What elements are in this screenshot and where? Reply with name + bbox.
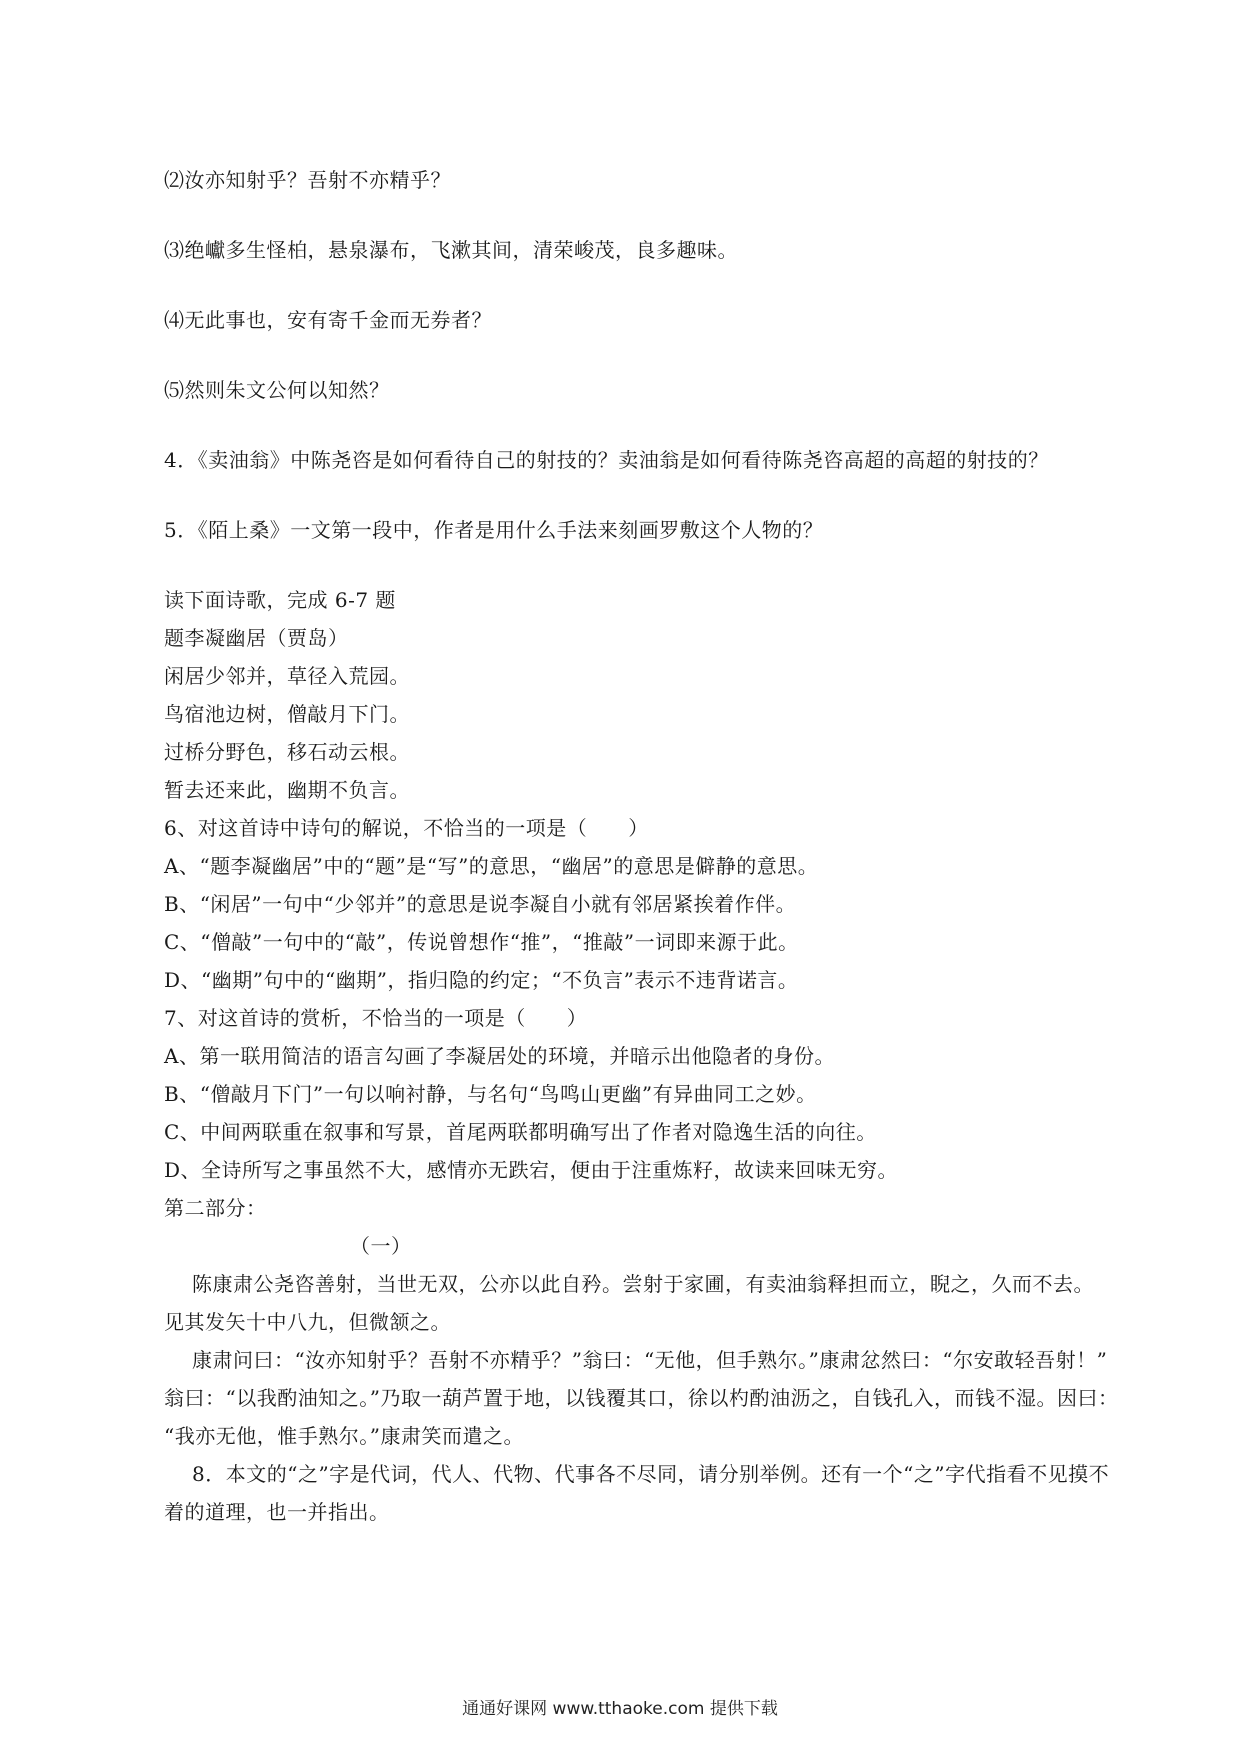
question-7-stem: 7、对这首诗的赏析，不恰当的一项是（ ） bbox=[164, 1006, 588, 1030]
question-8-line: 着的道理，也一并指出。 bbox=[164, 1500, 390, 1524]
footer-text: 通通好课网 www.tthaoke.com 提供下载 bbox=[462, 1699, 778, 1719]
question-6-option-a: A、“题李凝幽居”中的“题”是“写”的意思，“幽居”的意思是僻静的意思。 bbox=[164, 854, 819, 878]
poem-intro: 读下面诗歌，完成 6-7 题 bbox=[164, 588, 396, 612]
question-item-3: ⑶绝巘多生怪柏，悬泉瀑布，飞漱其间，清荣峻茂，良多趣味。 bbox=[164, 238, 738, 262]
question-6-option-b: B、“闲居”一句中“少邻并”的意思是说李凝自小就有邻居紧挨着作伴。 bbox=[164, 892, 797, 916]
question-7-option-a: A、第一联用简洁的语言勾画了李凝居处的环境，并暗示出他隐者的身份。 bbox=[164, 1044, 835, 1068]
passage-line: 翁曰：“以我酌油知之。”乃取一葫芦置于地，以钱覆其口，徐以杓酌油沥之，自钱孔入，而钱不湿。因曰： bbox=[164, 1386, 1119, 1410]
section-heading: （一） bbox=[350, 1234, 412, 1258]
question-item-2: ⑵汝亦知射乎？吾射不亦精乎？ bbox=[164, 168, 451, 192]
question-7-option-d: D、全诗所写之事虽然不大，感情亦无跌宕，便由于注重炼籽，故读来回味无穷。 bbox=[164, 1158, 899, 1182]
passage-line: 陈康肃公尧咨善射，当世无双，公亦以此自矜。尝射于家圃，有卖油翁释担而立，睨之，久而不去。 bbox=[192, 1272, 1094, 1296]
part-two-label: 第二部分： bbox=[164, 1196, 267, 1220]
question-7-option-c: C、中间两联重在叙事和写景，首尾两联都明确写出了作者对隐逸生活的向往。 bbox=[164, 1120, 877, 1144]
question-5: 5．《陌上桑》一文第一段中，作者是用什么手法来刻画罗敷这个人物的？ bbox=[164, 518, 824, 542]
poem-line: 鸟宿池边树，僧敲月下门。 bbox=[164, 702, 410, 726]
poem-line: 暂去还来此，幽期不负言。 bbox=[164, 778, 410, 802]
question-6-option-d: D、“幽期”句中的“幽期”，指归隐的约定；“不负言”表示不违背诺言。 bbox=[164, 968, 799, 992]
passage-line: 见其发矢十中八九，但微颔之。 bbox=[164, 1310, 451, 1334]
question-6-option-c: C、“僧敲”一句中的“敲”，传说曾想作“推”，“推敲”一词即来源于此。 bbox=[164, 930, 799, 954]
question-7-option-b: B、“僧敲月下门”一句以响衬静，与名句“鸟鸣山更幽”有异曲同工之妙。 bbox=[164, 1082, 817, 1106]
question-6-stem: 6、对这首诗中诗句的解说，不恰当的一项是（ ） bbox=[164, 816, 649, 840]
poem-line: 过桥分野色，移石动云根。 bbox=[164, 740, 410, 764]
question-4: 4．《卖油翁》中陈尧咨是如何看待自己的射技的？卖油翁是如何看待陈尧咨高超的高超的射技的？ bbox=[164, 448, 1049, 472]
question-item-5: ⑸然则朱文公何以知然？ bbox=[164, 378, 390, 402]
question-item-4: ⑷无此事也，安有寄千金而无券者？ bbox=[164, 308, 492, 332]
passage-line: 康肃问曰：“汝亦知射乎？吾射不亦精乎？”翁曰：“无他，但手熟尔。”康肃忿然曰：“尔安敢轻吾射！” bbox=[192, 1348, 1108, 1372]
poem-line: 闲居少邻并，草径入荒园。 bbox=[164, 664, 410, 688]
question-8-line: 8．本文的“之”字是代词，代人、代物、代事各不尽同，请分别举例。还有一个“之”字代指看不见摸不 bbox=[192, 1462, 1110, 1486]
passage-line: “我亦无他，惟手熟尔。”康肃笑而遣之。 bbox=[164, 1424, 524, 1448]
poem-title: 题李凝幽居（贾岛） bbox=[164, 626, 349, 650]
